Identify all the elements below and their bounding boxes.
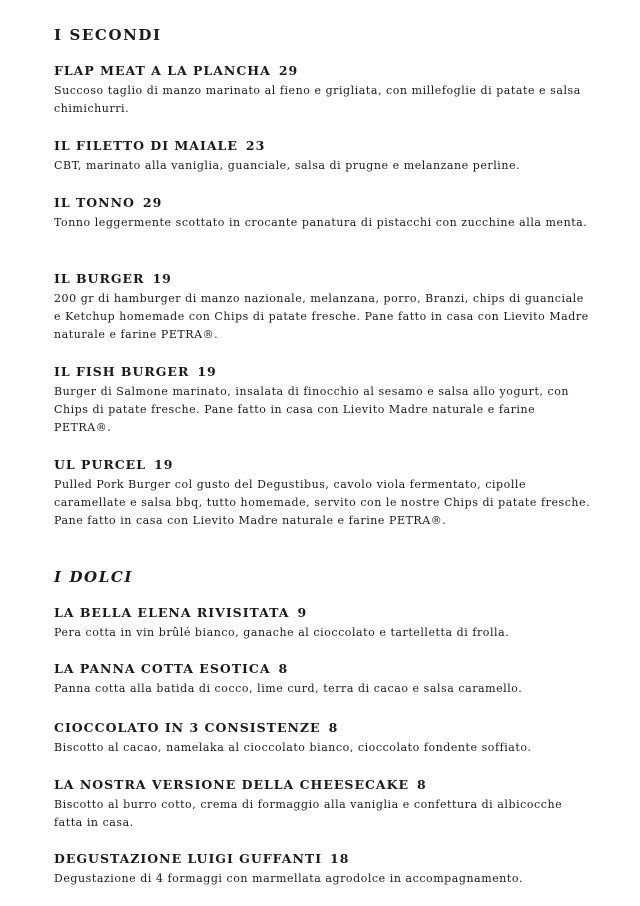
item-name: LA NOSTRA VERSIONE DELLA CHEESECAKE	[54, 777, 410, 792]
item-name: CIOCCOLATO IN 3 CONSISTENZE	[54, 720, 321, 735]
item-description: Panna cotta alla batida di cocco, lime curd, terra di cacao e salsa caramello.	[54, 682, 523, 695]
item-description: Biscotto al cacao, namelaka al cioccolato bianco, cioccolato fondente soffiato.	[54, 741, 532, 754]
item-price: 19	[154, 457, 174, 472]
item-description: Biscotto al burro cotto, crema di formaggio alla vaniglia e confettura di albicocche fatta in casa.	[54, 798, 563, 829]
item-name: DEGUSTAZIONE LUIGI GUFFANTI	[54, 851, 323, 866]
item-name: UL PURCEL	[54, 457, 146, 472]
menu-item	[54, 364, 594, 437]
item-name: IL TONNO	[54, 195, 135, 210]
item-description: Pera cotta in vin brûlé bianco, ganache al cioccolato e tartelletta di frolla.	[54, 626, 510, 639]
menu-item	[54, 195, 594, 232]
item-name: LA PANNA COTTA ESOTICA	[54, 661, 271, 676]
item-price: 8	[417, 777, 427, 792]
item-name: LA BELLA ELENA RIVISITATA	[54, 605, 290, 620]
item-name: IL BURGER	[54, 271, 145, 286]
menu-item	[54, 63, 594, 118]
item-description: 200 gr di hamburger di manzo nazionale, melanzana, porro, Branzi, chips di guanciale e Ketchup homemade con Chips di patate fresche. Pane fatto in casa con Lievito Madre naturale e farine PETRA®.	[54, 292, 589, 341]
item-price: 19	[197, 364, 217, 379]
item-price: 8	[328, 720, 339, 735]
item-price: 19	[152, 271, 172, 286]
item-description: Tonno leggermente scottato in crocante panatura di pistacchi con zucchine alla menta.	[54, 216, 588, 229]
menu-item	[54, 457, 594, 530]
menu-item	[54, 605, 594, 642]
item-description: Succoso taglio di manzo marinato al fieno e grigliata, con millefoglie di patate e salsa chimichurri.	[54, 84, 581, 115]
item-price: 9	[297, 605, 308, 620]
menu-item	[54, 720, 594, 757]
item-price: 18	[330, 851, 350, 866]
menu-item	[54, 138, 594, 175]
menu-item	[54, 661, 594, 698]
item-name: FLAP MEAT A LA PLANCHA	[54, 63, 271, 78]
item-price: 29	[142, 195, 163, 210]
item-description: Pulled Pork Burger col gusto del Degustibus, cavolo viola fermentato, cipolle caramellate e salsa bbq, tutto homemade, servito con le nostre Chips di patate fresche. Pane fatto in casa con Lievito Madre naturale e farine PETRA®.	[54, 478, 591, 527]
section-title-secondi: I SECONDI	[54, 26, 162, 44]
item-price: 8	[278, 661, 289, 676]
item-name: IL FILETTO DI MAIALE	[54, 138, 238, 153]
item-description: Degustazione di 4 formaggi con marmellata agrodolce in accompagnamento.	[54, 872, 523, 885]
item-name: IL FISH BURGER	[54, 364, 190, 379]
menu-item	[54, 777, 594, 832]
item-description: Burger di Salmone marinato, insalata di finocchio al sesamo e salsa allo yogurt, con Chips di patate fresche. Pane fatto in casa con Lievito Madre naturale e farine PETRA®.	[54, 385, 570, 434]
item-price: 23	[245, 138, 266, 153]
section-title-dolci: I DOLCI	[54, 568, 134, 586]
item-description: CBT, marinato alla vaniglia, guanciale, salsa di prugne e melanzane perline.	[54, 159, 521, 172]
item-price: 29	[278, 63, 299, 78]
menu-item	[54, 851, 594, 888]
menu-item	[54, 271, 594, 344]
